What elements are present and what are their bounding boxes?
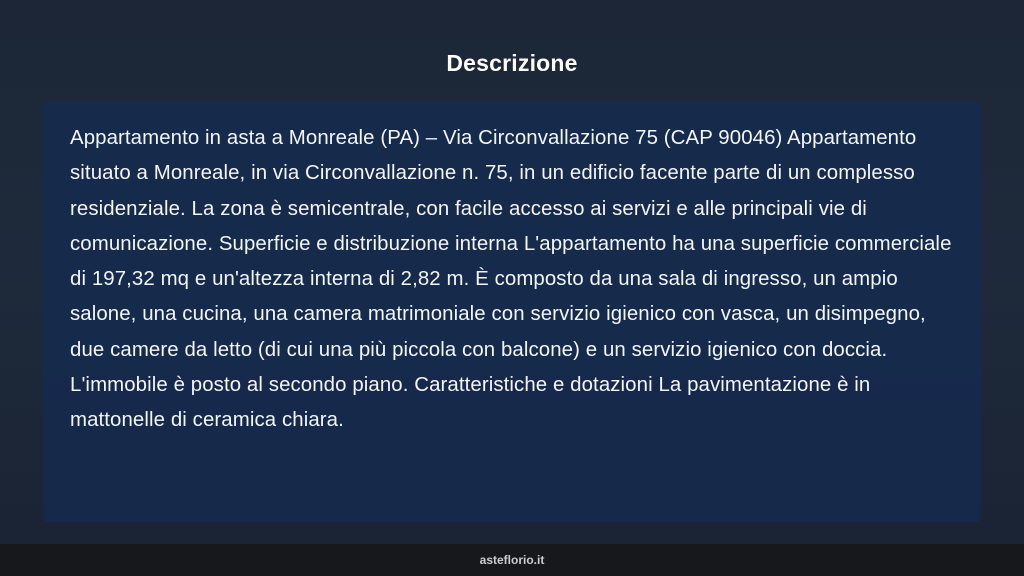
footer-bar	[0, 544, 1024, 576]
page-title: Descrizione	[446, 50, 578, 76]
description-text: Appartamento in asta a Monreale (PA) – Via Circonvallazione 75 (CAP 90046) Appartamento situato a Monreale, in via Circonvallazione n. 75, in un edificio facente parte di un complesso residenziale. La zona è semicentrale, con facile accesso ai servizi e alle principali vie di comunicazione. Superficie e distribuzione interna L'appartamento ha una superficie commerciale di 197,32 mq e un'altezza interna di 2,82 m. È composto da una sala di ingresso, un ampio salone, una cucina, una camera matrimoniale con servizio igienico con vasca, un disimpegno, due camere da letto (di cui una più piccola con balcone) e un servizio igienico con doccia. L'immobile è posto al secondo piano. Caratteristiche e dotazioni La pavimentazione è in mattonelle di ceramica chiara.	[70, 127, 952, 432]
description-card	[43, 101, 981, 522]
site-name: asteflorio.it	[479, 553, 545, 567]
